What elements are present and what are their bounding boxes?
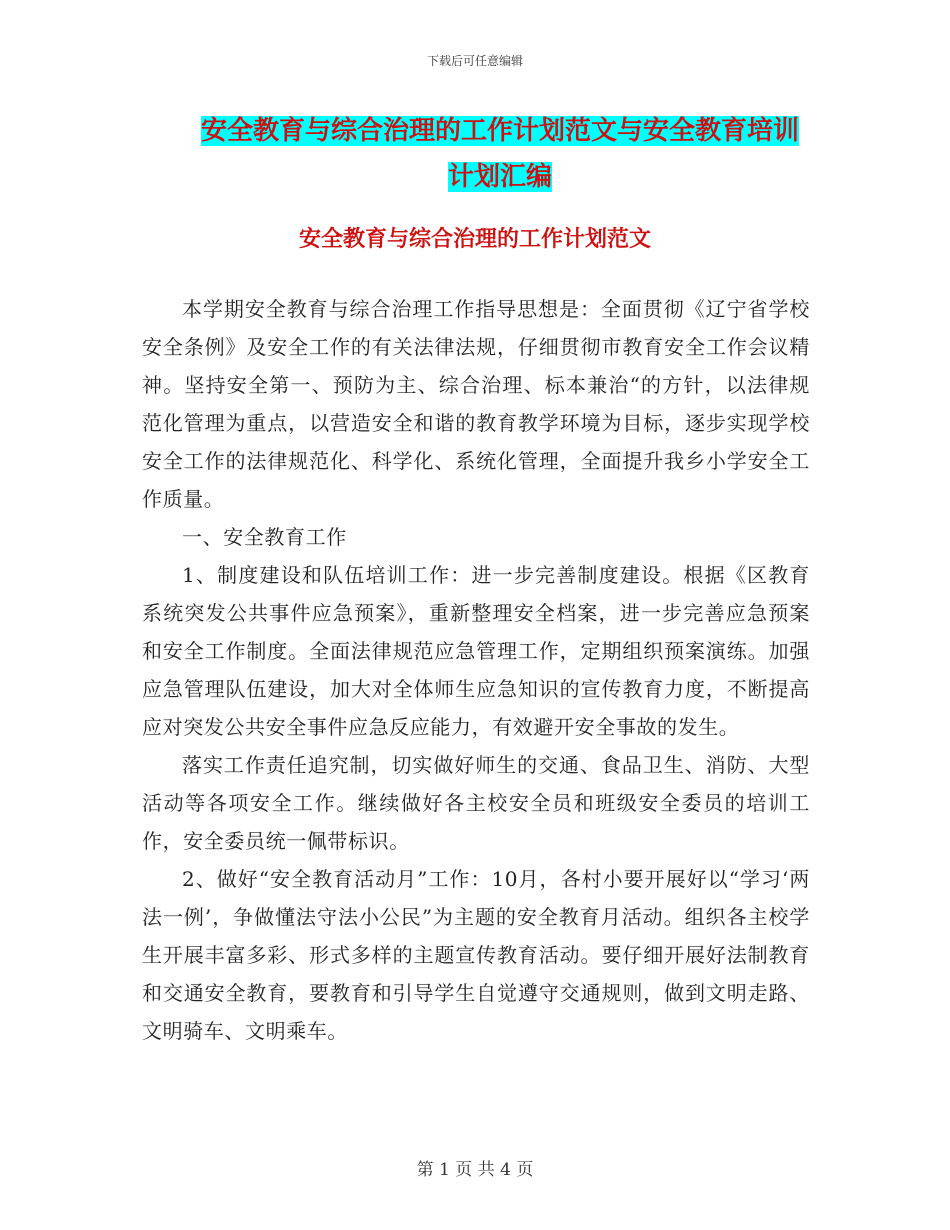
header-note: 下载后可任意编辑 [426,54,523,68]
paragraph-system-building: 1、制度建设和队伍培训工作：进一步完善制度建设。根据《区教育系统突发公共事件应急预案》，重新整理安全档案，进一步完善应急预案和安全工作制度。全面法律规范应急管理工作，定期组织预案演练。加强应急管理队伍建设，加大对全体师生应急知识的宣传教育力度，不断提高应对突发公共安全事件应急反应能力，有效避开安全事故的发生。 [142,563,810,739]
document-title [140,108,860,200]
paragraph-guiding-principle: 本学期安全教育与综合治理工作指导思想是：全面贯彻《辽宁省学校安全条例》及安全工作的有关法律法规，仔细贯彻市教育安全工作会议精神。坚持安全第一、预防为主、综合治理、标本兼治“的方针，以法律规范化管理为重点，以营造安全和谐的教育教学环境为目标，逐步实现学校安全工作的法律规范化、科学化、系统化管理，全面提升我乡小学安全工作质量。 [142,297,810,511]
section-title: 安全教育与综合治理的工作计划范文 [298,227,651,252]
paragraph-heading-safety-education: 一、安全教育工作 [182,525,347,549]
paragraph-safety-month: 2、做好“安全教育活动月”工作：10月，各村小要开展好以“学习‘两法一例’，争做懂法守法小公民”为主题的安全教育月活动。组织各主校学生开展丰富多彩、形式多样的主题宣传教育活动。要仔细开展好法制教育和交通安全教育，要教育和引导学生自觉遵守交通规则，做到文明走路、文明骑车、文明乘车。 [142,867,810,1043]
page-footer: 第 1 页 共 4 页 [416,1160,534,1180]
document-title-line-1: 安全教育与综合治理的工作计划范文与安全教育培训 [200,116,799,146]
paragraph-responsibility: 落实工作责任追究制，切实做好师生的交通、食品卫生、消防、大型活动等各项安全工作。继续做好各主校安全员和班级安全委员的培训工作，安全委员统一佩带标识。 [142,753,810,853]
document-title-line-2: 计划汇编 [447,162,552,192]
document-body [142,290,810,1050]
